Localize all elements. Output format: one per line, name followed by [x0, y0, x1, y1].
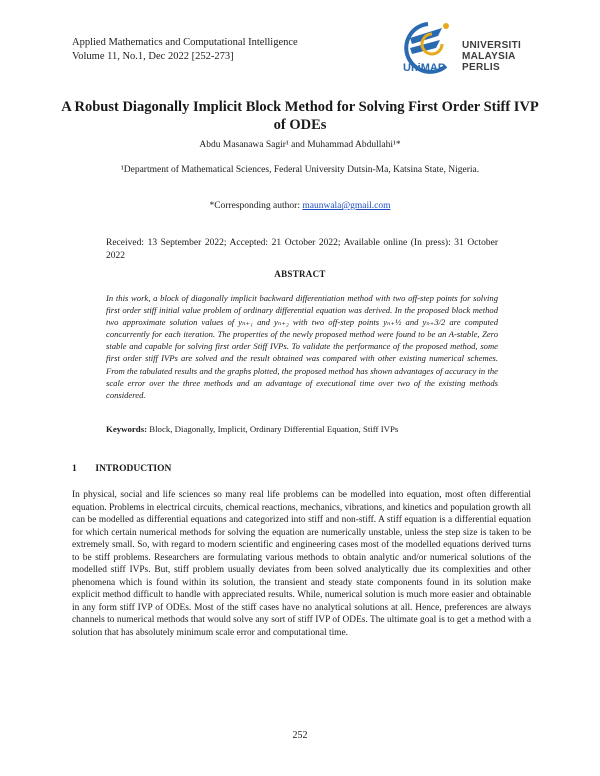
- logo-wordmark: UniMAP: [403, 62, 446, 74]
- logo-line-3: PERLIS: [462, 62, 500, 73]
- corresponding-author: [60, 201, 540, 211]
- journal-volume: Volume 11, No.1, Dec 2022 [252-273]: [72, 51, 234, 62]
- logo-line-1: UNIVERSITI: [462, 40, 522, 51]
- affiliation: ¹Department of Mathematical Sciences, Federal University Dutsin-Ma, Katsina State, Nigeria.: [120, 165, 480, 175]
- section-number: 1: [72, 464, 77, 474]
- authors: Abdu Masanawa Sagir¹ and Muhammad Abdullahi¹*: [199, 140, 401, 150]
- keywords: [106, 424, 498, 434]
- keywords-label: Keywords:: [106, 424, 148, 434]
- paper-title: A Robust Diagonally Implicit Block Method for Solving First Order Stiff IVP of ODEs: [61, 99, 539, 133]
- abstract-text: In this work, a block of diagonally implicit backward differentiation method with two off-step points for solving first order stiff initial value problem of ordinary differential equation was derived. In the proposed block method two approximate solution values of yₙ₊₁ and yₙ₊₂ with two off-step points yₙ₊½ and yₙ₊3/2 are computed concurrently for each iteration. The properties of the newly proposed method were found to be an A-stable, Zero stable and capable for solving first order Stiff IVPs. To validate the performance of the proposed method, some first order stiff IVPs are solved and the result obtained was compared with other existing numerical schemes. From the tabulated results and the graphs plotted, the proposed method has shown advantages of accuracy in the scale error over the three methods and an advantage of executional time over two of the existing methods considered.: [106, 293, 498, 400]
- journal-header: [72, 36, 298, 64]
- corresponding-email-link[interactable]: maunwala@gmail.com: [302, 201, 391, 211]
- section-title: INTRODUCTION: [95, 464, 172, 474]
- page-number: 252: [292, 730, 308, 741]
- section-heading: [72, 464, 171, 474]
- journal-name: Applied Mathematics and Computational Intelligence: [72, 37, 298, 48]
- received-dates: Received: 13 September 2022; Accepted: 21 October 2022; Available online (In press): 31 October 2022: [106, 238, 498, 261]
- introduction-body: In physical, social and life sciences so many real life problems can be modelled into equation, most often differential equation. Problems in electrical circuits, chemical reactions, mechanics, vibrations, and kinetics and population growth all can be modelled as differential equations and categorized into stiff and non-stiff. A stiff equation is a differential equation for which certain numerical methods for solving the equation are numerically unstable, unless the step size is taken to be extremely small. So, with regard to modern scientific and engineering cases most of the modelled equations derived turns to be stiff problems. Researchers are formulating various methods to obtain analytic and/or numerical solutions of the modelled stiff IVPs. But, stiff problem usually deviates from been solved analytically due its complexities and other phenomena which is found within its solution, the transient and steady state components found in its solution make explicit method difficult to handle with appreciated results. While, numerical solution is much more easier and obtainable in any form stiff IVP of ODEs. Most of the stiff cases have no analytical solutions at all. Hence, preferences are always channels to numerical methods that would solve any sort of stiff IVP of ODEs. The ultimate goal is to get a method with a solution that has absolutely minimum scale error and computational time.: [72, 490, 531, 639]
- keywords-text: Block, Diagonally, Implicit, Ordinary Differential Equation, Stiff IVPs: [149, 424, 399, 434]
- logo-line-2: MALAYSIA: [462, 51, 516, 62]
- corresponding-label: *Corresponding author:: [209, 201, 300, 211]
- abstract-heading: ABSTRACT: [274, 269, 326, 279]
- university-name: [462, 40, 521, 73]
